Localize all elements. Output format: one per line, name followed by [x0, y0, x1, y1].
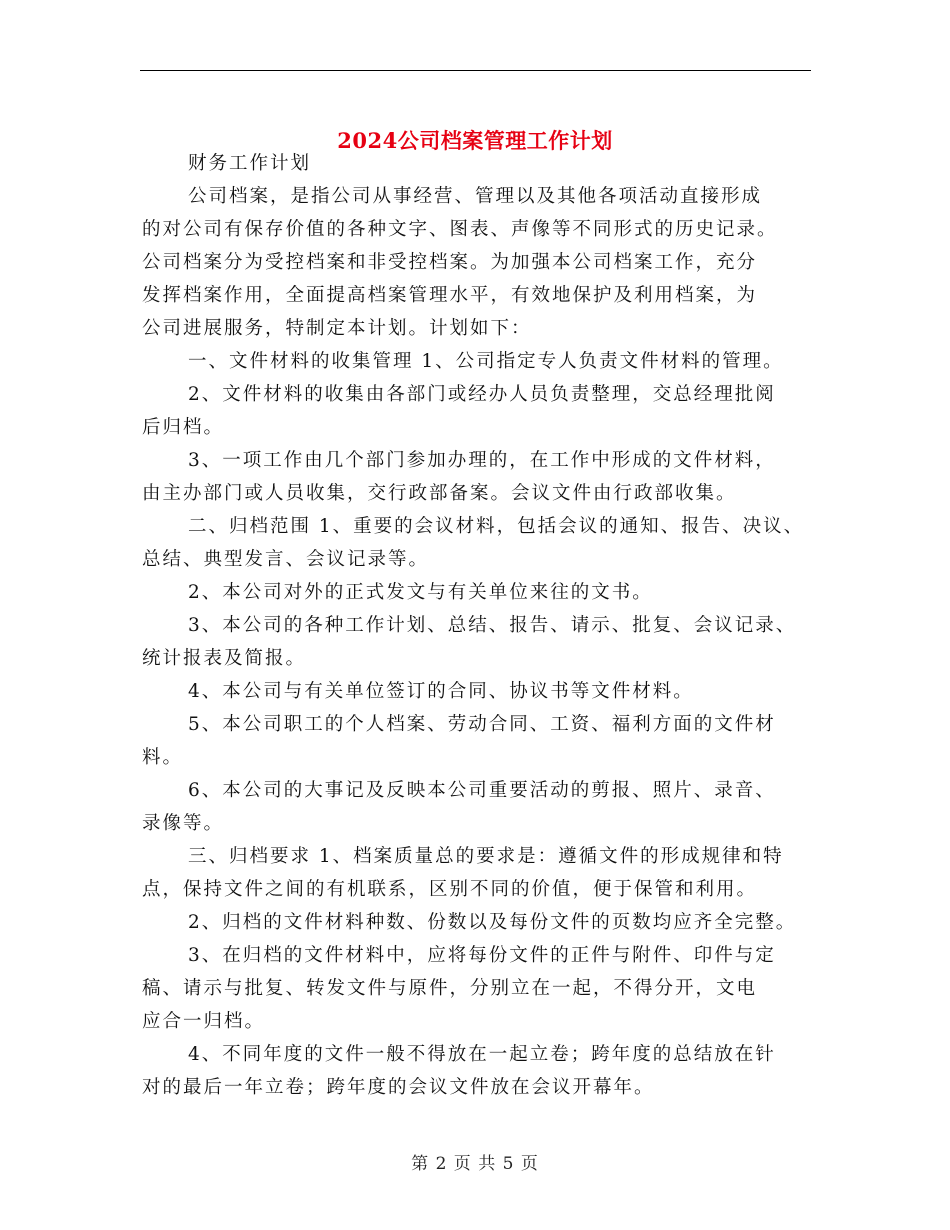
- top-rule: [140, 70, 811, 71]
- paragraph-line: 应合一归档。: [142, 1011, 266, 1032]
- paragraph-line: 发挥档案作用，全面提高档案管理水平，有效地保护及利用档案，为: [142, 285, 758, 306]
- paragraph-line: 2、本公司对外的正式发文与有关单位来往的文书。: [188, 582, 653, 603]
- document-body: [142, 147, 814, 1104]
- paragraph-line: 3、一项工作由几个部门参加办理的，在工作中形成的文件材料，: [188, 450, 776, 471]
- paragraph-line: 公司进展服务，特制定本计划。计划如下：: [142, 318, 532, 339]
- paragraph: [142, 675, 814, 708]
- paragraph-line: 5、本公司职工的个人档案、劳动合同、工资、福利方面的文件材: [188, 714, 776, 735]
- paragraph: [142, 774, 814, 840]
- paragraph-line: 4、本公司与有关单位签订的合同、协议书等文件材料。: [188, 681, 694, 702]
- paragraph-line: 二、归档范围 1、重要的会议材料，包括会议的通知、报告、决议、: [188, 516, 805, 537]
- paragraph: [142, 444, 814, 510]
- paragraph-line: 的对公司有保存价值的各种文字、图表、声像等不同形式的历史记录。: [142, 219, 778, 240]
- paragraph-line: 3、本公司的各种工作计划、总结、报告、请示、批复、会议记录、: [188, 615, 797, 636]
- paragraph-line: 三、归档要求 1、档案质量总的要求是：遵循文件的形成规律和特: [188, 846, 784, 867]
- paragraph-line: 3、在归档的文件材料中，应将每份文件的正件与附件、印件与定: [188, 945, 776, 966]
- paragraph-line: 稿、请示与批复、转发文件与原件，分别立在一起，不得分开，文电: [142, 978, 758, 999]
- paragraph-line: 一、文件材料的收集管理 1、公司指定专人负责文件材料的管理。: [188, 351, 784, 372]
- paragraph: [142, 939, 814, 1038]
- paragraph-line: 后归档。: [142, 417, 225, 438]
- document-title: 2024公司档案管理工作计划: [337, 128, 613, 154]
- paragraph: [142, 576, 814, 609]
- paragraph-line: 4、不同年度的文件一般不得放在一起立卷；跨年度的总结放在针: [188, 1044, 776, 1065]
- paragraph-line: 2、文件材料的收集由各部门或经办人员负责整理，交总经理批阅: [188, 384, 776, 405]
- paragraph-line: 公司档案分为受控档案和非受控档案。为加强本公司档案工作，充分: [142, 252, 758, 273]
- paragraph-line: 财务工作计划: [188, 153, 312, 174]
- paragraph-line: 总结、典型发言、会议记录等。: [142, 549, 430, 570]
- paragraph: [142, 510, 814, 576]
- paragraph-line: 公司档案，是指公司从事经营、管理以及其他各项活动直接形成: [188, 186, 763, 207]
- paragraph: [142, 609, 814, 675]
- paragraph-line: 点，保持文件之间的有机联系，区别不同的价值，便于保管和利用。: [142, 879, 758, 900]
- paragraph: [142, 840, 814, 906]
- paragraph: [142, 1038, 814, 1104]
- paragraph: [142, 906, 814, 939]
- page-footer: 第 2 页 共 5 页: [411, 1154, 539, 1174]
- paragraph: [142, 147, 814, 180]
- paragraph-line: 料。: [142, 747, 184, 768]
- paragraph-line: 录像等。: [142, 813, 225, 834]
- paragraph: [142, 345, 814, 378]
- paragraph-line: 6、本公司的大事记及反映本公司重要活动的剪报、照片、录音、: [188, 780, 776, 801]
- paragraph: [142, 708, 814, 774]
- paragraph-line: 2、归档的文件材料种数、份数以及每份文件的页数均应齐全完整。: [188, 912, 797, 933]
- paragraph-line: 对的最后一年立卷；跨年度的会议文件放在会议开幕年。: [142, 1077, 655, 1098]
- paragraph: [142, 180, 814, 345]
- paragraph-line: 由主办部门或人员收集，交行政部备案。会议文件由行政部收集。: [142, 483, 737, 504]
- paragraph: [142, 378, 814, 444]
- paragraph-line: 统计报表及简报。: [142, 648, 307, 669]
